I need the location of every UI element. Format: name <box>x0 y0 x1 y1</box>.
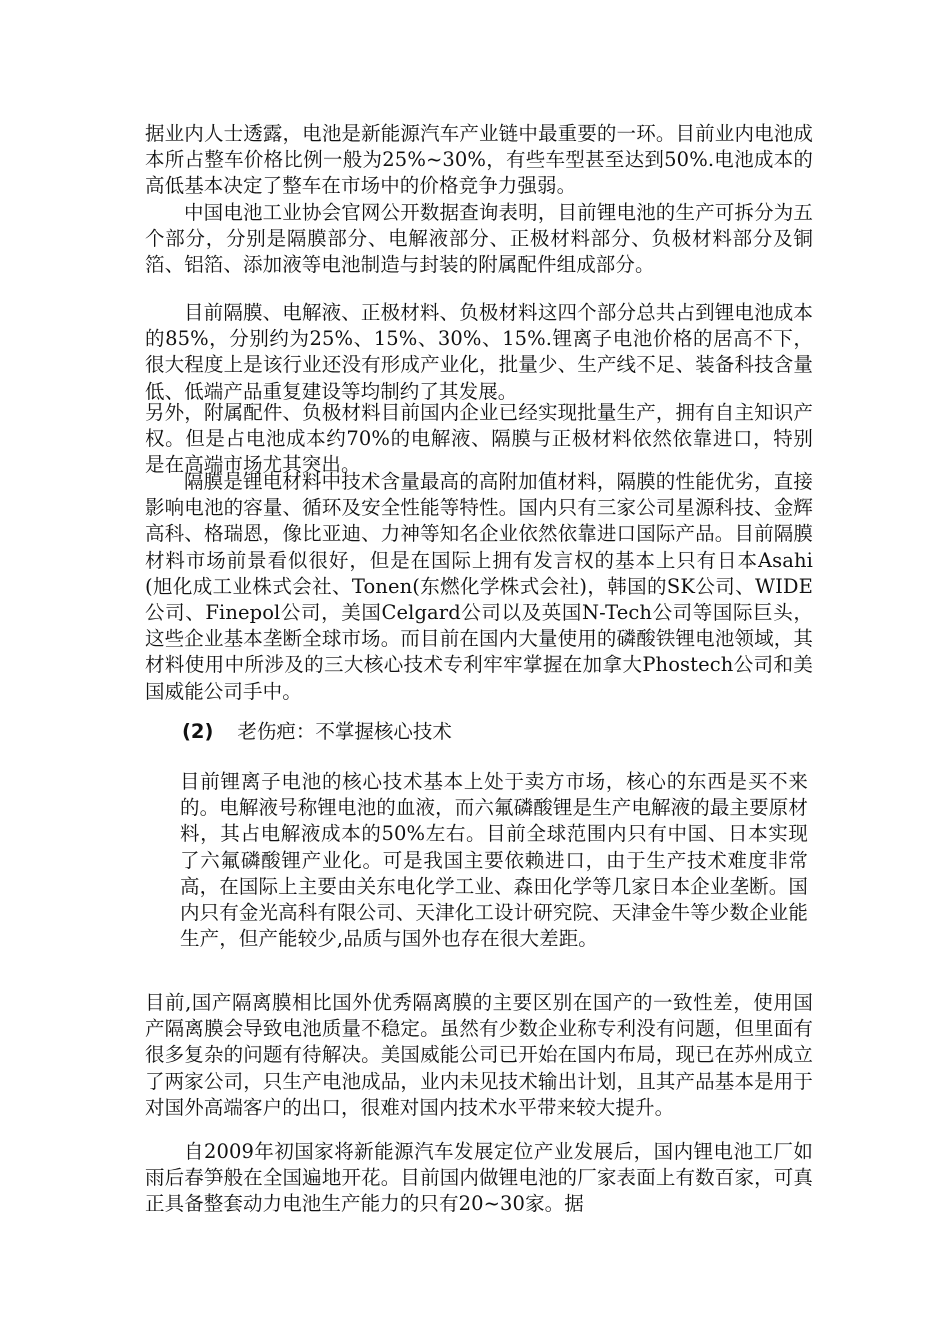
section-heading <box>182 719 452 745</box>
paragraph-battery-components: 中国电池工业协会官网公开数据查询表明，目前锂电池的生产可拆分为五个部分，分别是隔膜部分、电解液部分、正极材料部分、负极材料部分及铜箔、铝箔、添加液等电池制造与封装的附属配件组成部分。 <box>145 201 813 277</box>
paragraph-battery-cost: 据业内人士透露，电池是新能源汽车产业链中最重要的一环。目前业内电池成本所占整车价格比例一般为25%~30%，有些车型甚至达到50%.电池成本的高低基本决定了整车在市场中的价格竞争力强弱。 <box>145 122 813 198</box>
quote-core-technology: 目前锂离子电池的核心技术基本上处于卖方市场，核心的东西是买不来的。电解液号称锂电池的血液，而六氟磷酸锂是生产电解液的最主要原材料，其占电解液成本的50%左右。目前全球范围内只有中国、日本实现了六氟磷酸锂产业化。可是我国主要依赖进口，由于生产技术难度非常高，在国际上主要由关东电化学工业、森田化学等几家日本企业垄断。国内只有金光高科有限公司、天津化工设计研究院、天津金牛等少数企业能生产，但产能较少,品质与国外也存在很大差距。 <box>180 770 808 951</box>
section-number: (2) <box>182 720 214 743</box>
section-title: 老伤疤：不掌握核心技术 <box>237 720 452 743</box>
paragraph-industry-growth: 自2009年初国家将新能源汽车发展定位产业发展后，国内锂电池工厂如雨后春笋般在全国遍地开花。目前国内做锂电池的厂家表面上有数百家，可真正具备整套动力电池生产能力的只有20~30家。据 <box>145 1140 813 1216</box>
paragraph-cost-share: 目前隔膜、电解液、正极材料、负极材料这四个部分总共占到锂电池成本的85%，分别约为25%、15%、30%、15%.锂离子电池价格的居高不下，很大程度上是该行业还没有形成产业化，批量少、生产线不足、装备科技含量低、低端产品重复建设等均制约了其发展。 <box>145 301 813 403</box>
paragraph-domestic-separator: 目前,国产隔离膜相比国外优秀隔离膜的主要区别在国产的一致性差，使用国产隔离膜会导致电池质量不稳定。虽然有少数企业称专利没有问题，但里面有很多复杂的问题有待解决。美国威能公司已开始在国内布局，现已在苏州成立了两家公司，只生产电池成品，业内未见技术输出计划，且其产品基本是用于对国外高端客户的出口，很难对国内技术水平带来较大提升。 <box>145 991 813 1119</box>
paragraph-separator-market: 隔膜是锂电材料中技术含量最高的高附加值材料，隔膜的性能优劣，直接影响电池的容量、循环及安全性能等特性。国内只有三家公司星源科技、金辉高科、格瑞恩，像比亚迪、力神等知名企业依然依靠进口国际产品。目前隔膜材料市场前景看似很好，但是在国际上拥有发言权的基本上只有日本Asahi(旭化成工业株式会社、Tonen(东燃化学株式会社)，韩国的SK公司、WIDE公司、Finepol公司，美国Celgard公司以及英国N-Tech公司等国际巨头，这些企业基本垄断全球市场。而目前在国内大量使用的磷酸铁锂电池领域，其材料使用中所涉及的三大核心技术专利牢牢掌握在加拿大Phostech公司和美国威能公司手中。 <box>145 470 813 703</box>
paragraph-import-reliance: 另外，附属配件、负极材料目前国内企业已经实现批量生产，拥有自主知识产权。但是占电池成本约70%的电解液、隔膜与正极材料依然依靠进口，特别是在高端市场尤其突出。 <box>145 401 813 477</box>
